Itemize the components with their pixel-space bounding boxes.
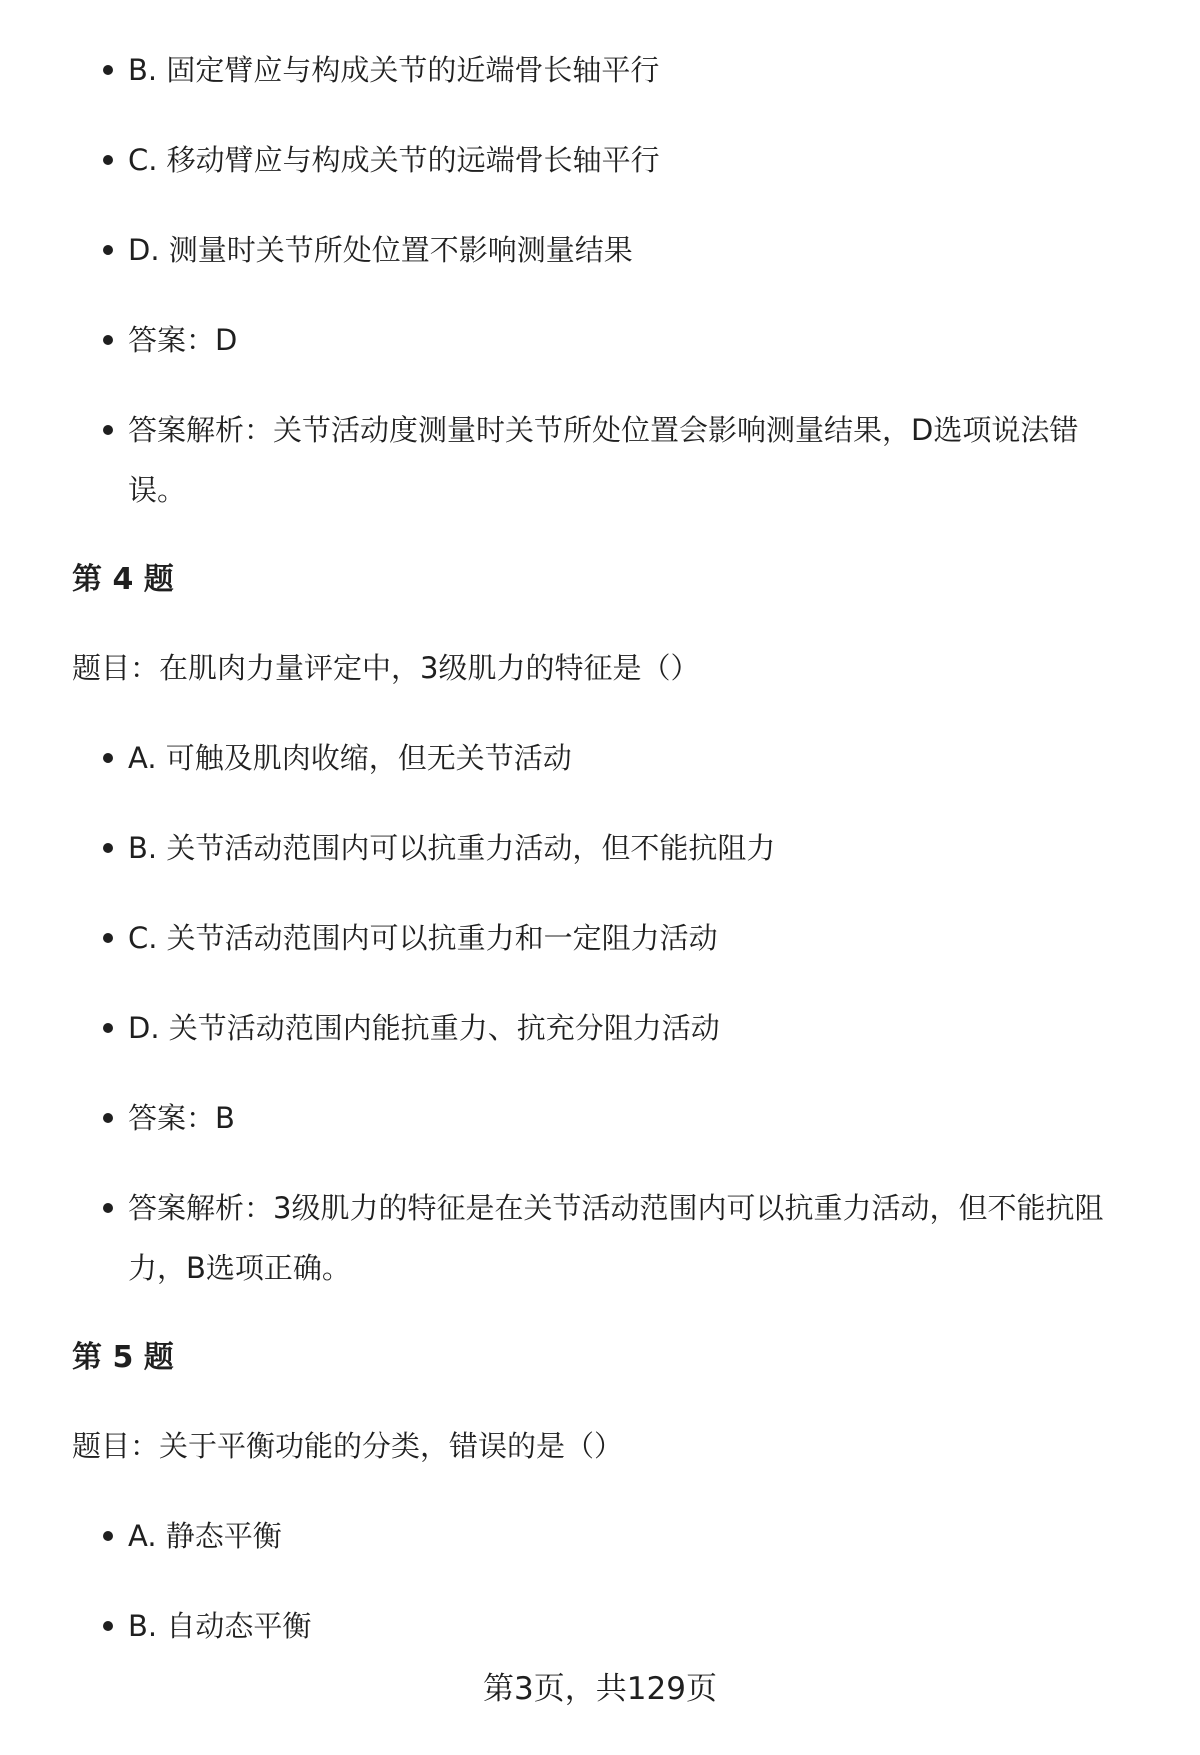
option-b: B. 固定臂应与构成关节的近端骨长轴平行 <box>72 40 1132 100</box>
question-4-stem: 题目：在肌肉力量评定中，3级肌力的特征是（） <box>72 651 700 685</box>
answer: 答案：B <box>72 1088 1132 1148</box>
page-content <box>72 40 1132 1686</box>
option-d: D. 关节活动范围内能抗重力、抗充分阻力活动 <box>72 998 1132 1058</box>
question-4-title: 第 4 题 <box>72 562 174 597</box>
option-b: B. 关节活动范围内可以抗重力活动，但不能抗阻力 <box>72 818 1132 878</box>
option-d: D. 测量时关节所处位置不影响测量结果 <box>72 220 1132 280</box>
option-b: B. 自动态平衡 <box>72 1596 1132 1656</box>
option-a: A. 可触及肌肉收缩，但无关节活动 <box>72 728 1132 788</box>
answer-explanation: 答案解析：3级肌力的特征是在关节活动范围内可以抗重力活动，但不能抗阻力，B选项正确。 <box>72 1178 1132 1298</box>
option-a: A. 静态平衡 <box>72 1506 1132 1566</box>
previous-question-options <box>72 40 1132 520</box>
option-c: C. 移动臂应与构成关节的远端骨长轴平行 <box>72 130 1132 190</box>
option-c: C. 关节活动范围内可以抗重力和一定阻力活动 <box>72 908 1132 968</box>
question-5-options <box>72 1506 1132 1656</box>
question-5-title: 第 5 题 <box>72 1340 174 1375</box>
answer: 答案：D <box>72 310 1132 370</box>
question-4-options <box>72 728 1132 1298</box>
question-5-stem: 题目：关于平衡功能的分类，错误的是（） <box>72 1429 624 1463</box>
answer-explanation: 答案解析：关节活动度测量时关节所处位置会影响测量结果，D选项说法错误。 <box>72 400 1132 520</box>
page-footer: 第3页，共129页 <box>483 1671 717 1707</box>
